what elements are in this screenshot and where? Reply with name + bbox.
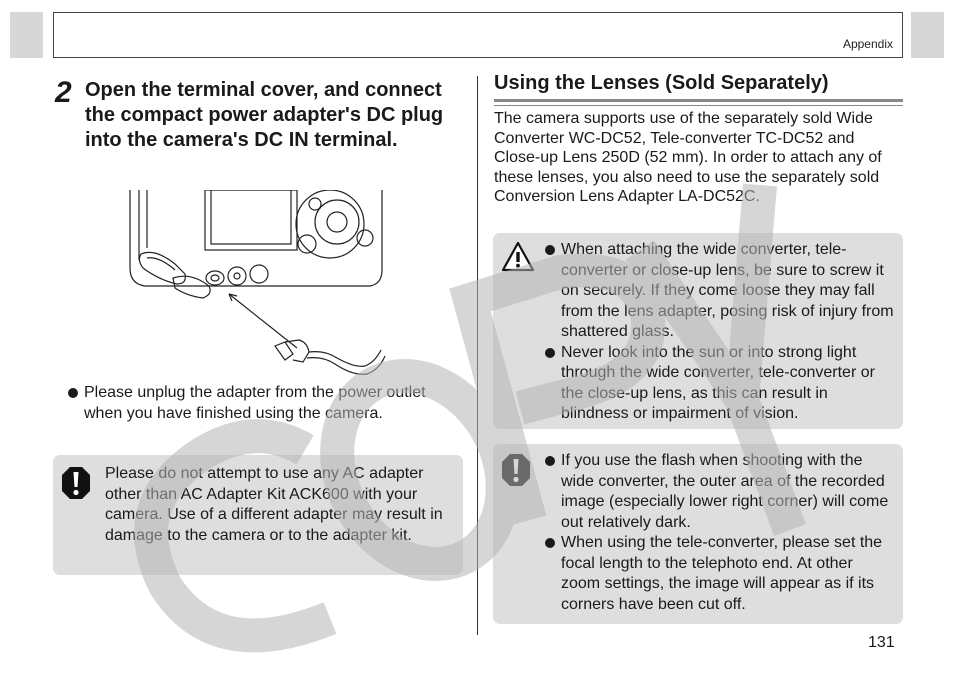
warning-note-lenses — [493, 233, 903, 429]
corner-tab-right — [911, 12, 944, 58]
list-item — [545, 451, 895, 533]
bullet-icon — [68, 388, 78, 398]
page-number: 131 — [868, 634, 895, 651]
bullet-text: When attaching the wide converter, tele-converter or close-up lens, be sure to screw it on securely. If they come loose they may fall from the lens adapter, posing risk of injury from shattered glass. — [561, 241, 894, 340]
column-divider — [477, 76, 478, 635]
step-instruction — [55, 78, 465, 153]
bullet-text: When using the tele-converter, please set the focal length to the telephoto end. At other zoom settings, the image will appear as if its corners have been cut off. — [561, 534, 883, 613]
warning-list — [545, 240, 895, 425]
list-item — [68, 383, 438, 424]
caution-text: Please do not attempt to use any AC adapter other than AC Adapter Kit ACK600 with your camera. Use of a different adapter may result in damage to the camera or to the adapter kit. — [105, 465, 443, 544]
caution-note-converters — [493, 444, 903, 624]
corner-tab-left — [10, 12, 43, 58]
section-body: The camera supports use of the separately sold Wide Converter WC-DC52, Tele-converter TC-DC52 and Close-up Lens 250D (52 mm). In order to attach any of these lenses, you also need to use the separately sold Conversion Lens Adapter LA-DC52C. — [494, 110, 882, 205]
bullet-text: Please unplug the adapter from the power outlet when you have finished using the camera. — [84, 384, 426, 422]
section-heading: Using the Lenses (Sold Separately) — [494, 72, 903, 102]
bullet-icon — [545, 538, 555, 548]
bullet-icon — [545, 456, 555, 466]
list-item — [545, 343, 895, 425]
list-item — [545, 240, 895, 343]
bullet-text: If you use the flash when shooting with the wide converter, the outer area of the recorded image (especially lower right corner) will come out relatively dark. — [561, 452, 889, 531]
warning-triangle-icon — [501, 241, 535, 273]
step-text: Open the terminal cover, and connect the compact power adapter's DC plug into the camera's DC IN terminal. — [85, 79, 444, 151]
section-label: Appendix — [842, 37, 893, 51]
bullet-icon — [545, 245, 555, 255]
list-item — [545, 533, 895, 615]
adapter-unplug-notes — [68, 383, 438, 424]
caution-note-adapter — [53, 455, 463, 575]
step-number: 2 — [55, 76, 72, 109]
page-header — [53, 12, 903, 58]
caution-list — [545, 451, 895, 615]
bullet-icon — [545, 348, 555, 358]
camera-dc-in-illustration — [125, 190, 387, 382]
caution-icon — [501, 453, 531, 487]
caution-icon — [61, 466, 91, 500]
bullet-text: Never look into the sun or into strong light through the wide converter, tele-converter or the close-up lens, as this can result in blindness or impairment of vision. — [561, 343, 875, 422]
